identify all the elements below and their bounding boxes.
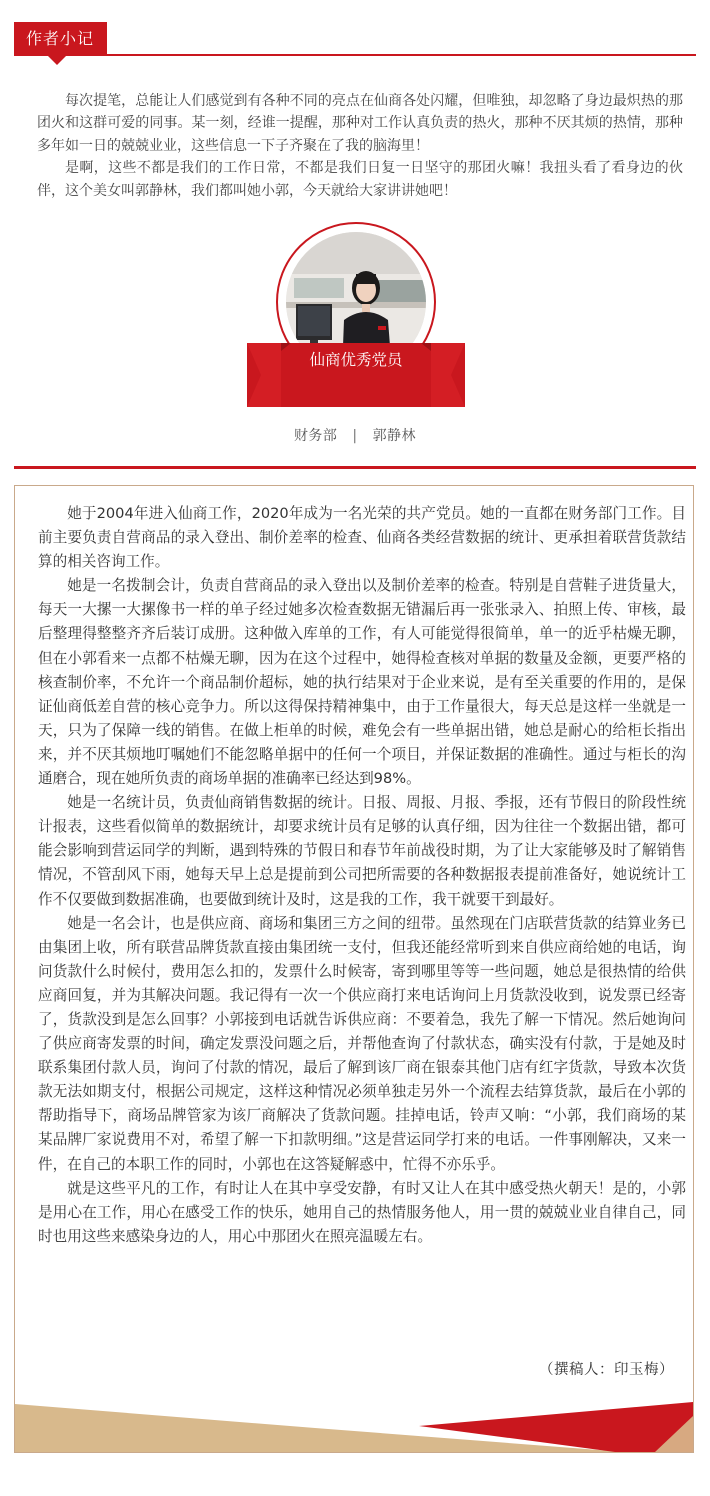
section-label-pointer bbox=[48, 56, 66, 65]
article-paragraph: 她是一名会计，也是供应商、商场和集团三方之间的纽带。虽然现在门店联营货款的结算业务已由集团上收，所有联营品牌货款直接由集团统一支付，但我还能经常听到来自供应商给她的电话，询问货款什么时候付，费用怎么扣的，发票什么时候寄，寄到哪里等等一些问题，她总是很热情的给供应商回复，并为其解决问题。我记得有一次一个供应商打来电话询问上月货款没收到，说发票已经寄了，货款没到是怎么回事？小郭接到电话就告诉供应商：不要着急，我先了解一下情况。然后她询问了供应商寄发票的时间，确定发票没问题之后，并帮他查询了付款状态，确实没有付款，于是她及时联系集团付款人员，询问了付款的情况，最后了解到该厂商在银泰其他门店有红字货款，导致本次货款无法如期支付，根据公司规定，这样这种情况必须单独走另外一个流程去结算货款，最后在小郭的帮助指导下，商场品牌管家为该厂商解决了货款问题。挂掉电话，铃声又响：“小郭，我们商场的某某品牌厂家说费用不对，希望了解一下扣款明细。”这是营运同学打来的电话。一件事刚解决，又来一件，在自己的本职工作的同时，小郭也在这答疑解惑中，忙得不亦乐乎。 bbox=[38, 914, 686, 1173]
person-name: 郭静林 bbox=[372, 428, 417, 444]
profile-caption bbox=[0, 425, 710, 445]
profile-title: 仙商优秀党员 bbox=[309, 351, 403, 369]
caption-separator: | bbox=[352, 428, 358, 444]
intro-paragraph: 每次提笔，总能让人们感觉到有各种不同的亮点在仙商各处闪耀，但唯独，却忽略了身边最炽热的那团火和这群可爱的同事。某一刻，经谁一提醒，那种对工作认真负责的热火，那种不厌其烦的热情，那种多年如一日的兢兢业业，这些信息一下子齐聚在了我的脑海里！ bbox=[37, 93, 683, 154]
intro-paragraph: 是啊，这些不都是我们的工作日常，不都是我们日复一日坚守的那团火嘛！我扭头看了看身边的伙伴，这个美女叫郭静林，我们都叫她小郭，今天就给大家讲讲她吧！ bbox=[37, 160, 683, 199]
header-divider bbox=[14, 54, 696, 56]
bottom-decoration bbox=[15, 1396, 693, 1452]
author-signature: （撰稿人：印玉梅） bbox=[539, 1362, 674, 1378]
article-body bbox=[38, 502, 686, 1249]
intro-text bbox=[37, 90, 683, 202]
department: 财务部 bbox=[293, 428, 338, 444]
article-paragraph: 就是这些平凡的工作，有时让人在其中享受安静，有时又让人在其中感受热火朝天！是的，小郭是用心在工作，用心在感受工作的快乐，她用自己的热情服务他人，用一贯的兢兢业业自律自己，同时也用这些来感染身边的人，用心中那团火在照亮温暖左右。 bbox=[38, 1179, 686, 1245]
section-label: 作者小记 bbox=[14, 22, 107, 55]
article-paragraph: 她是一名统计员，负责仙商销售数据的统计。日报、周报、月报、季报，还有节假日的阶段性统计报表，这些看似简单的数据统计，却要求统计员有足够的认真仔细，因为往往一个数据出错，都可能会影响到营运同学的判断，遇到特殊的节假日和春节年前战役时期，为了让大家能够及时了解销售情况，不管刮风下雨，她每天早上总是提前到公司把所需要的各种数据报表提前准备好，她说统计工作不仅要做到数据准确，也要做到统计及时，这是我的工作，我干就要干到最好。 bbox=[38, 794, 686, 908]
section-divider bbox=[14, 466, 696, 469]
article-paragraph: 她是一名拨制会计，负责自营商品的录入登出以及制价差率的检查。特别是自营鞋子进货量大，每天一大摞一大摞像书一样的单子经过她多次检查数据无错漏后再一张张录入、拍照上传、审核，最后整理得整整齐齐后装订成册。这种做入库单的工作，有人可能觉得很简单，单一的近乎枯燥无聊，但在小郭看来一点都不枯燥无聊，因为在这个过程中，她得检查核对单据的数量及金额，更要严格的核查制价率，不允许一个商品制价超标，她的执行结果对于企业来说，是有至关重要的作用的，是保证仙商低差自营的核心竞争力。所以这得保持精神集中，由于工作量很大，每天总是这样一坐就是一天，只为了保障一线的销售。在做上柜单的时候，难免会有一些单据出错，她总是耐心的给柜长指出来，并不厌其烦地叮嘱她们不能忽略单据中的任何一个项目，并保证数据的准确性。通过与柜长的沟通磨合，现在她所负责的商场单据的准确率已经达到98%。 bbox=[38, 577, 686, 788]
article-paragraph: 她于2004年进入仙商工作，2020年成为一名光荣的共产党员。她的一直都在财务部门工作。目前主要负责自营商品的录入登出、制价差率的检查、仙商各类经营数据的统计、更承担着联营货款结算的相关咨询工作。 bbox=[38, 505, 686, 571]
